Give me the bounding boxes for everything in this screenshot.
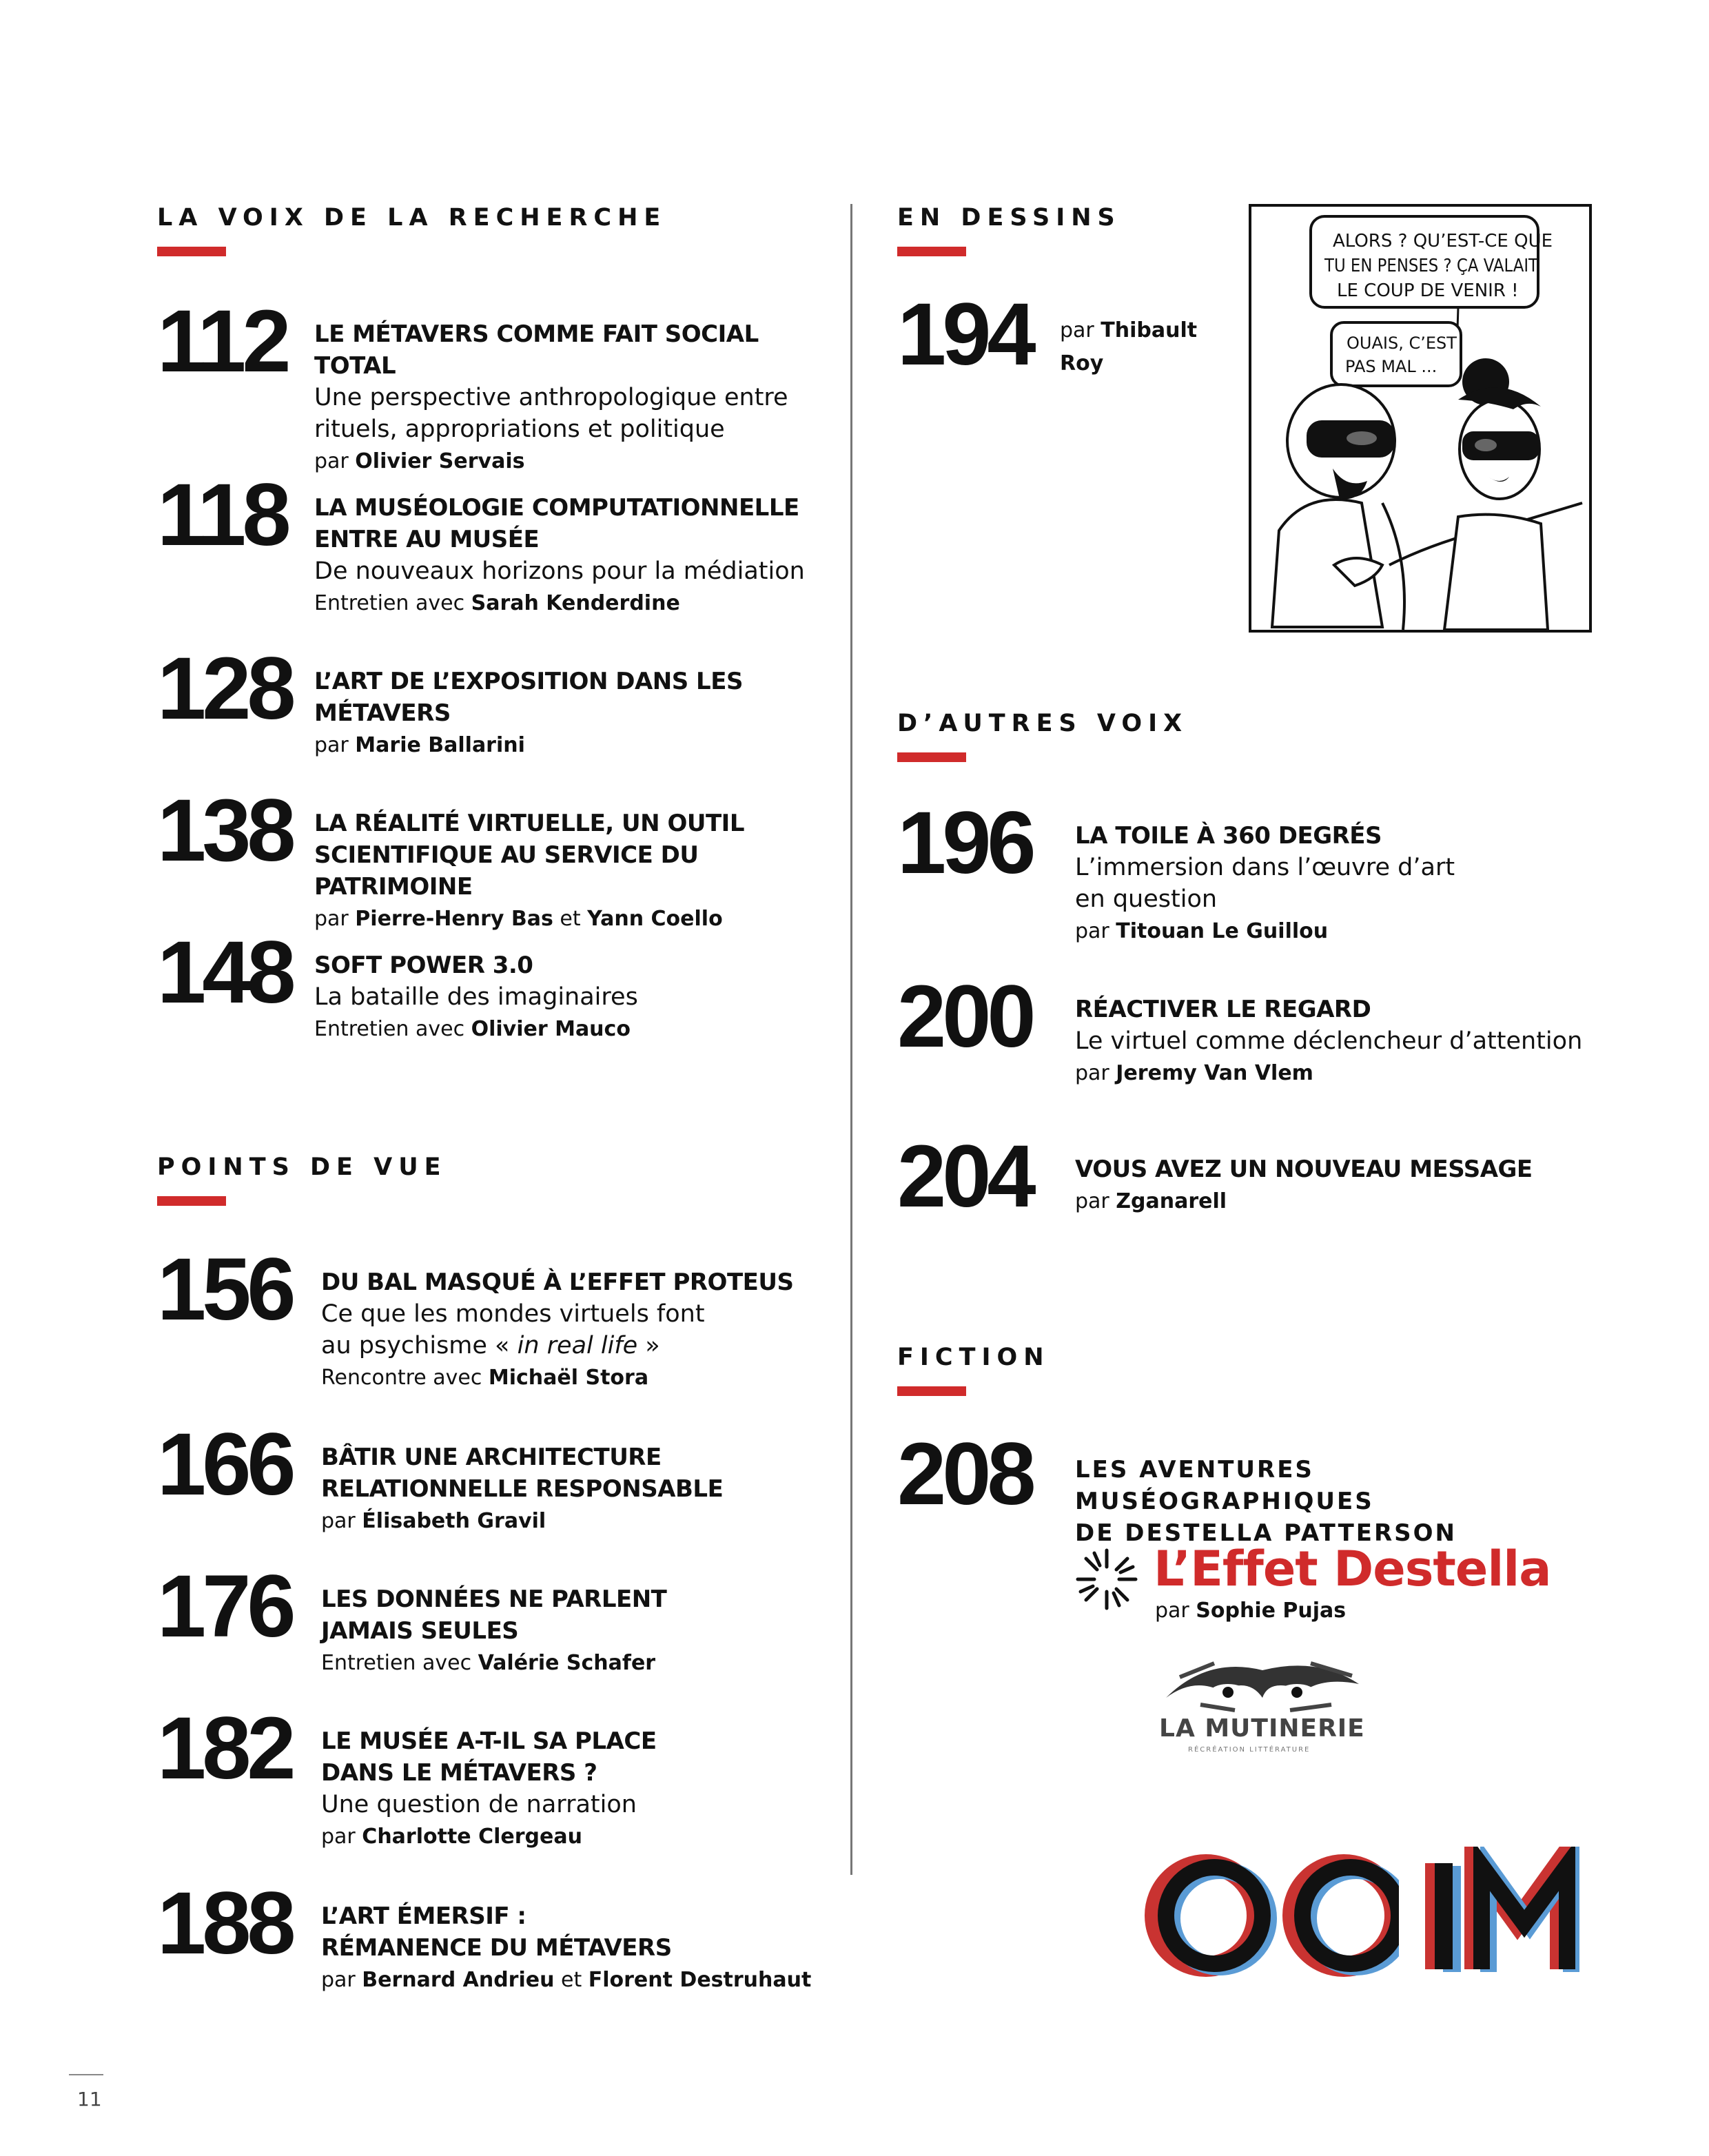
page-number: 176 [157, 1557, 292, 1656]
byline: Rencontre avec Michaël Stora [321, 1366, 649, 1390]
author-name: Florent Destruhaut [588, 1968, 812, 1992]
toc-entry-112[interactable] [157, 292, 846, 473]
entry-title-line: DU BAL MASQUÉ À L’EFFET PROTEUS [321, 1269, 794, 1296]
byline: Entretien avec Valérie Schafer [321, 1651, 656, 1675]
page-number: 182 [157, 1699, 292, 1798]
effet-destella-logo [1072, 1541, 1551, 1630]
page-number: 194 [897, 285, 1032, 384]
entry-subtitle-line: Ce que les mondes virtuels font [321, 1300, 705, 1328]
bubble-1-line-2: TU EN PENSES ? ÇA VALAIT [1324, 256, 1539, 276]
entry-title-line: SOFT POWER 3.0 [314, 952, 533, 979]
section-title: EN DESSINS [897, 204, 1121, 232]
entry-title-line: LES DONNÉES NE PARLENT [321, 1585, 667, 1613]
entry-subtitle-line: La bataille des imaginaires [314, 983, 638, 1011]
author-name: Michaël Stora [488, 1366, 649, 1390]
author-name: Titouan Le Guillou [1116, 919, 1329, 943]
entry-title-line: DANS LE MÉTAVERS ? [321, 1759, 597, 1787]
entry-subtitle-line: De nouveaux horizons pour la médiation [314, 557, 805, 585]
entry-title-line: BÂTIR UNE ARCHITECTURE [321, 1444, 662, 1471]
author-name: Marie Ballarini [355, 733, 525, 757]
author-name: Sarah Kenderdine [471, 591, 680, 615]
section-fiction [897, 1344, 1050, 1396]
folio-page-number: 11 [77, 2088, 102, 2111]
bubble-1-line-3: LE COUP DE VENIR ! [1337, 280, 1519, 301]
byline: par Jeremy Van Vlem [1075, 1061, 1313, 1085]
byline: par Charlotte Clergeau [321, 1825, 582, 1849]
byline: par Titouan Le Guillou [1075, 919, 1329, 943]
entry-title-line: LA RÉALITÉ VIRTUELLE, UN OUTIL [314, 810, 744, 837]
comic-illustration [1249, 204, 1592, 633]
toc-entry-148[interactable] [157, 923, 846, 1079]
toc-entry-156[interactable] [157, 1240, 846, 1396]
page-number: 148 [157, 923, 292, 1022]
author-name: Jeremy Van Vlem [1116, 1061, 1313, 1085]
entry-subtitle-line: au psychisme « in real life » [321, 1332, 660, 1359]
author-name: Charlotte Clergeau [362, 1825, 582, 1849]
section-title: D’AUTRES VOIX [897, 710, 1189, 737]
section-dessins [897, 204, 1121, 256]
section-accent-bar [157, 247, 226, 256]
column-divider [850, 204, 852, 1875]
toc-entry-176[interactable] [157, 1557, 846, 1713]
entry-title-line: VOUS AVEZ UN NOUVEAU MESSAGE [1075, 1156, 1533, 1183]
author-name: Sophie Pujas [1196, 1599, 1347, 1623]
page-number: 112 [157, 292, 287, 391]
byline: par Élisabeth Gravil [321, 1509, 546, 1533]
entry-title-line: LA TOILE À 360 DEGRÉS [1075, 822, 1382, 850]
bubble-2-line-1: OUAIS, C’EST [1347, 333, 1457, 353]
entry-title-line: DE DESTELLA PATTERSON [1075, 1519, 1457, 1547]
page-number: 204 [897, 1127, 1032, 1226]
byline: par Olivier Servais [314, 449, 525, 473]
byline: Entretien avec Olivier Mauco [314, 1017, 631, 1041]
entry-title-line: RÉACTIVER LE REGARD [1075, 996, 1371, 1023]
author-name: Olivier Mauco [471, 1017, 631, 1041]
entry-title-line: ENTRE AU MUSÉE [314, 526, 540, 553]
toc-entry-200[interactable] [897, 967, 1586, 1123]
entry-subtitle-line: Une question de narration [321, 1791, 637, 1818]
page-number: 128 [157, 639, 292, 738]
page-number: 188 [157, 1874, 292, 1973]
section-accent-bar [897, 1386, 966, 1396]
byline: par Sophie Pujas [1155, 1599, 1347, 1623]
author-name: Élisabeth Gravil [362, 1509, 546, 1533]
page-number: 156 [157, 1240, 292, 1339]
author-name: Bernard Andrieu [362, 1968, 555, 1992]
entry-subtitle-line: Le virtuel comme déclencheur d’attention [1075, 1027, 1583, 1055]
author-name: Zganarell [1116, 1189, 1227, 1213]
toc-entry-138[interactable] [157, 781, 846, 937]
byline: par Pierre-Henry Bas et Yann Coello [314, 907, 723, 931]
entry-subtitle-line: en question [1075, 885, 1218, 913]
entry-title-line: LA MUSÉOLOGIE COMPUTATIONNELLE [314, 494, 799, 522]
page-number: 196 [897, 794, 1032, 892]
toc-entry-196[interactable] [897, 794, 1586, 949]
page-number: 166 [157, 1415, 292, 1514]
entry-subtitle-line: L’immersion dans l’œuvre d’art [1075, 854, 1455, 881]
effet-destella-title: L’Effet Destella [1154, 1541, 1551, 1597]
section-autres [897, 710, 1188, 762]
page-number: 118 [157, 466, 287, 564]
la-mutinerie-logo [1152, 1656, 1373, 1760]
page-number: 208 [897, 1425, 1032, 1523]
la-mutinerie-wordmark: LA MUTINERIE [1159, 1714, 1365, 1743]
author-name: Pierre-Henry Bas [355, 907, 553, 931]
section-accent-bar [157, 1196, 226, 1206]
toc-entry-208[interactable] [897, 1425, 1586, 1547]
bubble-1-line-1: ALORS ? QU’EST-CE QUE [1333, 231, 1553, 251]
byline: par Marie Ballarini [314, 733, 525, 757]
toc-entry-204[interactable] [897, 1127, 1586, 1283]
toc-entry-118[interactable] [157, 466, 846, 622]
la-mutinerie-tagline: RÉCRÉATION LITTÉRATURE [1188, 1746, 1311, 1754]
entry-title-line: RÉMANENCE DU MÉTAVERS [321, 1934, 672, 1962]
sparkle-icon [1072, 1545, 1141, 1614]
toc-entry-188[interactable] [157, 1874, 846, 2030]
toc-entry-194[interactable] [897, 285, 1242, 400]
bubble-2-line-2: PAS MAL ... [1345, 357, 1437, 376]
toc-entry-128[interactable] [157, 639, 846, 795]
author-name: Olivier Servais [355, 449, 525, 473]
section-title: FICTION [897, 1344, 1050, 1371]
entry-title-line: SCIENTIFIQUE AU SERVICE DU PATRIMOINE [314, 841, 699, 901]
eyes-icon [1152, 1656, 1373, 1718]
section-title: LA VOIX DE LA RECHERCHE [157, 204, 667, 232]
entry-title-line: JAMAIS SEULES [321, 1617, 519, 1645]
entry-subtitle-line: rituels, appropriations et politique [314, 415, 725, 443]
entry-subtitle-line: Une perspective anthropologique entre [314, 384, 788, 411]
byline: par Bernard Andrieu et Florent Destruhaut [321, 1968, 812, 1992]
section-points [157, 1153, 447, 1206]
entry-title-line: LES AVENTURES MUSÉOGRAPHIQUES [1075, 1456, 1374, 1515]
ocim-logo [1137, 1847, 1592, 1984]
entry-title-line: MÉTAVERS [314, 699, 451, 727]
section-accent-bar [897, 247, 966, 256]
entry-title-line: L’ART DE L’EXPOSITION DANS LES [314, 668, 743, 695]
entry-title-line: RELATIONNELLE RESPONSABLE [321, 1475, 724, 1503]
toc-entry-182[interactable] [157, 1699, 846, 1855]
entry-title-line: LE MUSÉE A-T-IL SA PLACE [321, 1727, 657, 1755]
author-name: Valérie Schafer [478, 1651, 656, 1675]
entry-title-line: L’ART ÉMERSIF : [321, 1902, 526, 1930]
section-recherche [157, 204, 666, 256]
section-title: POINTS DE VUE [157, 1153, 447, 1181]
byline: par Zganarell [1075, 1189, 1227, 1213]
byline: par Thibault Roy [1060, 318, 1198, 376]
footer-rule [69, 2074, 103, 2075]
page-number: 200 [897, 967, 1032, 1066]
author-name: Thibault Roy [1060, 318, 1198, 376]
section-accent-bar [897, 752, 966, 762]
page-number: 138 [157, 781, 292, 880]
byline: Entretien avec Sarah Kenderdine [314, 591, 680, 615]
entry-title-line: LE MÉTAVERS COMME FAIT SOCIAL TOTAL [314, 320, 759, 380]
toc-entry-166[interactable] [157, 1415, 846, 1571]
author-name: Yann Coello [587, 907, 723, 931]
